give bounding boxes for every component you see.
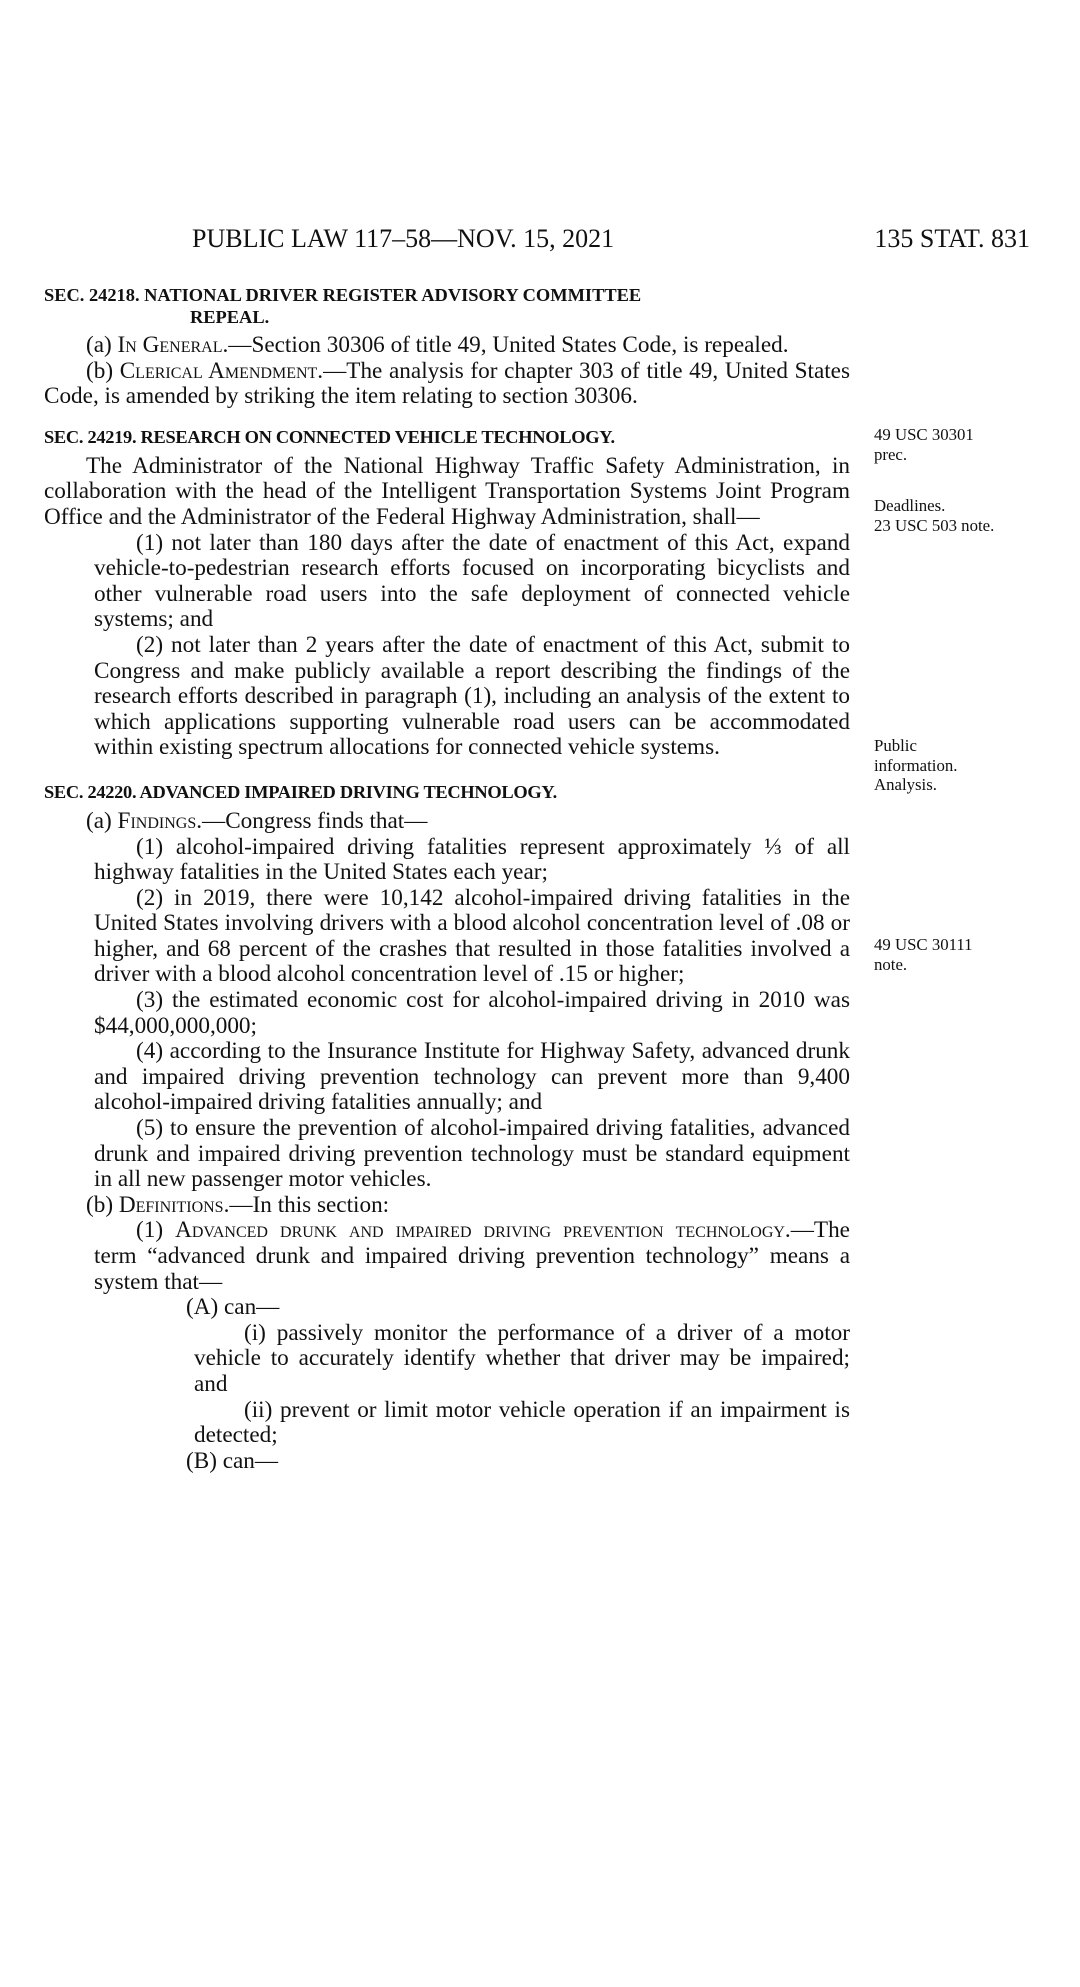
margin-note-deadlines: Deadlines. 23 USC 503 note. bbox=[874, 496, 995, 535]
subsection-caption: Findings. bbox=[117, 807, 203, 834]
subsection-caption: In General. bbox=[117, 332, 229, 358]
definition-1: (1) Advanced drunk and impaired driving prevention technology.—The term “advanced drunk and impaired driving prevention technology” means a system that— bbox=[94, 1217, 850, 1295]
finding-3: (3) the estimated economic cost for alcohol-impaired driving in 2010 was $44,000,000,000; bbox=[94, 987, 850, 1039]
subsection-b-24218: (b) Clerical Amendment.—The analysis for chapter 303 of title 49, United States Code, is amended by striking the item relating to section 30306. bbox=[44, 357, 850, 410]
section-heading-24218-line2: REPEAL. bbox=[190, 307, 270, 327]
running-head-title: PUBLIC LAW 117–58—NOV. 15, 2021 bbox=[192, 224, 615, 253]
subsection-b-24220: (b) Definitions.—In this section: bbox=[86, 1191, 390, 1218]
page-number: 135 STAT. 831 bbox=[874, 224, 1030, 253]
clause-ii: (ii) prevent or limit motor vehicle operation if an impairment is detected; bbox=[194, 1396, 850, 1449]
definition-caption: Advanced drunk and impaired driving prevention technology. bbox=[175, 1217, 791, 1244]
finding-4: (4) according to the Insurance Institute for Highway Safety, advanced drunk and impaired driving prevention technology can prevent more than 9,400 alcohol-impaired driving fatalities annually; and bbox=[94, 1038, 850, 1116]
margin-note-49-usc-30111: 49 USC 30111 note. bbox=[874, 935, 973, 974]
section-24219-paragraph-2: (2) not later than 2 years after the date of enactment of this Act, submit to Congress and make publicly available a report describing the findings of the research efforts described in paragraph (1), including an analysis of the extent to which applications supporting vulnerable road users can be accommodated within existing spectrum allocations for connected vehicle systems. bbox=[94, 631, 850, 761]
subparagraph-A: (A) can— bbox=[186, 1294, 280, 1321]
section-24219-intro: The Administrator of the National Highway Traffic Safety Administration, in collaboration with the head of the Intelligent Transportation Systems Joint Program Office and the Administrator of the Federal Highway Administration, shall— bbox=[44, 452, 850, 530]
main-text bbox=[44, 284, 850, 1474]
running-head bbox=[192, 222, 1030, 256]
finding-1: (1) alcohol-impaired driving fatalities represent approximately ⅓ of all highway fatalities in the United States each year; bbox=[94, 833, 850, 886]
subsection-a-24218: (a) In General.—Section 30306 of title 49, United States Code, is repealed. bbox=[86, 332, 789, 358]
section-heading-24220: SEC. 24220. ADVANCED IMPAIRED DRIVING TECHNOLOGY. bbox=[44, 781, 557, 802]
clause-i: (i) passively monitor the performance of a driver of a motor vehicle to accurately identify whether that driver may be impaired; and bbox=[194, 1319, 850, 1397]
margin-note-49-usc-30301: 49 USC 30301 prec. bbox=[874, 425, 974, 464]
section-heading-24218 bbox=[44, 284, 850, 328]
subsection-a-24220: (a) Findings.—Congress finds that— bbox=[86, 807, 428, 834]
section-heading-24218-line1: SEC. 24218. NATIONAL DRIVER REGISTER ADVISORY COMMITTEE bbox=[44, 285, 642, 305]
section-24219-paragraph-1: (1) not later than 180 days after the date of enactment of this Act, expand vehicle-to-pedestrian research efforts focused on incorporating bicyclists and other vulnerable road users into the safe deployment of connected vehicle systems; and bbox=[94, 529, 850, 633]
subsection-caption: Definitions. bbox=[118, 1191, 230, 1218]
subparagraph-B: (B) can— bbox=[186, 1447, 279, 1474]
section-heading-24219: SEC. 24219. RESEARCH ON CONNECTED VEHICLE TECHNOLOGY. bbox=[44, 426, 615, 447]
finding-5: (5) to ensure the prevention of alcohol-impaired driving fatalities, advanced drunk and impaired driving prevention technology must be standard equipment in all new passenger motor vehicles. bbox=[94, 1115, 850, 1193]
subsection-caption: Clerical Amendment. bbox=[119, 357, 324, 384]
margin-note-public-information: Public information. Analysis. bbox=[874, 736, 958, 794]
finding-2: (2) in 2019, there were 10,142 alcohol-impaired driving fatalities in the United States involving drivers with a blood alcohol concentration level of .08 or higher, and 68 percent of the crashes that resulted in those fatalities involved a driver with a blood alcohol concentration level of .15 or higher; bbox=[94, 884, 850, 988]
